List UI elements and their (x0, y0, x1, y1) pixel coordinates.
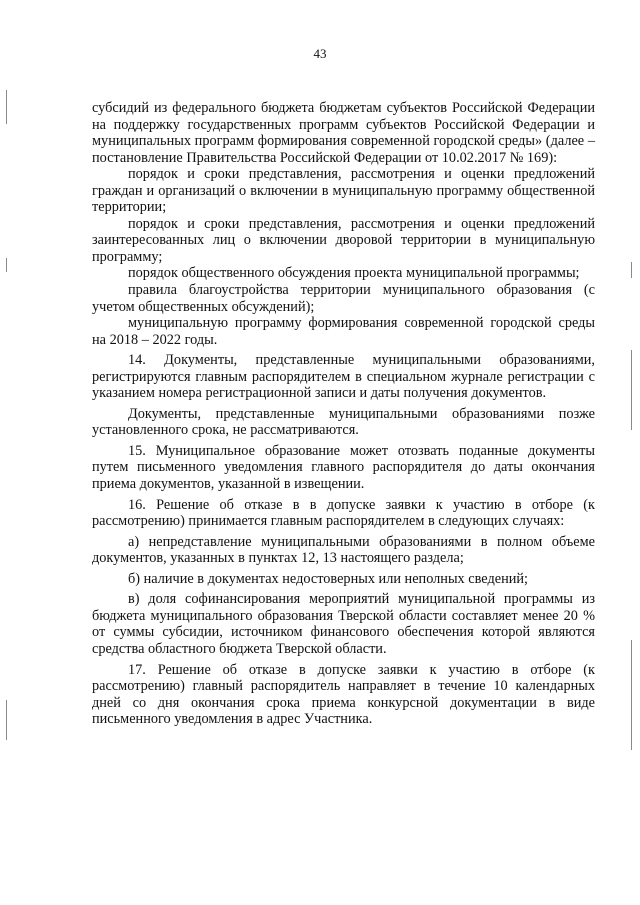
paragraph: Документы, представленные муниципальными образованиями позже установленного срока, не рассматриваются. (92, 405, 595, 439)
paragraph: б) наличие в документах недостоверных или неполных сведений; (128, 570, 528, 587)
paragraph: 15. Муниципальное образование может отозвать поданные документы путем письменного уведомления главного распорядителя до даты окончания приема документов, указанной в извещении. (92, 442, 595, 493)
paragraph: 16. Решение об отказе в в допуске заявки к участию в отборе (к рассмотрению) принимается главным распорядителем в следующих случаях: (92, 496, 595, 530)
paragraph: 14. Документы, представленные муниципальными образованиями, регистрируются главным распорядителем в специальном журнале регистрации с указанием номера регистрационной записи и даты получения документов. (92, 352, 595, 402)
scan-edge-mark (631, 640, 632, 750)
page-number: 43 (313, 46, 327, 61)
paragraph: порядок и сроки представления, рассмотрения и оценки предложений заинтересованных лиц о включении дворовой территории в муниципальную программу; (92, 215, 595, 265)
paragraph: порядок общественного обсуждения проекта муниципальной программы; (128, 265, 580, 282)
paragraph: порядок и сроки представления, рассмотрения и оценки предложений граждан и организаций о включении в муниципальную программу общественной территории; (92, 166, 595, 216)
document-body (92, 100, 595, 728)
scan-edge-mark (631, 350, 632, 430)
paragraph: в) доля софинансирования мероприятий муниципальной программы из бюджета муниципального образования Тверской области составляет менее 20 % от суммы субсидии, источником финансового обеспечения которой являются средства областного бюджета Тверской области. (92, 591, 595, 657)
paragraph: субсидий из федерального бюджета бюджетам субъектов Российской Федерации на поддержку государственных программ субъектов Российской Федерации и муниципальных программ формирования современной городской среды» (далее – постановление Правительства Российской Федерации от 10.02.2017 № 169): (92, 100, 595, 166)
scan-edge-mark (631, 262, 632, 278)
paragraph: 17. Решение об отказе в допуске заявки к участию в отборе (к рассмотрению) главный распорядитель направляет в течение 10 календарных дней со дня окончания срока приема конкурсной документации в виде письменного уведомления в адрес Участника. (92, 661, 595, 728)
scan-edge-mark (6, 90, 7, 124)
scan-edge-mark (6, 700, 7, 740)
paragraph: правила благоустройства территории муниципального образования (с учетом общественных обсуждений); (92, 282, 595, 315)
paragraph: муниципальную программу формирования современной городской среды на 2018 – 2022 годы. (92, 315, 595, 348)
paragraph: а) непредставление муниципальными образованиями в полном объеме документов, указанных в пунктах 12, 13 настоящего раздела; (92, 533, 595, 567)
scan-edge-mark (6, 258, 7, 272)
